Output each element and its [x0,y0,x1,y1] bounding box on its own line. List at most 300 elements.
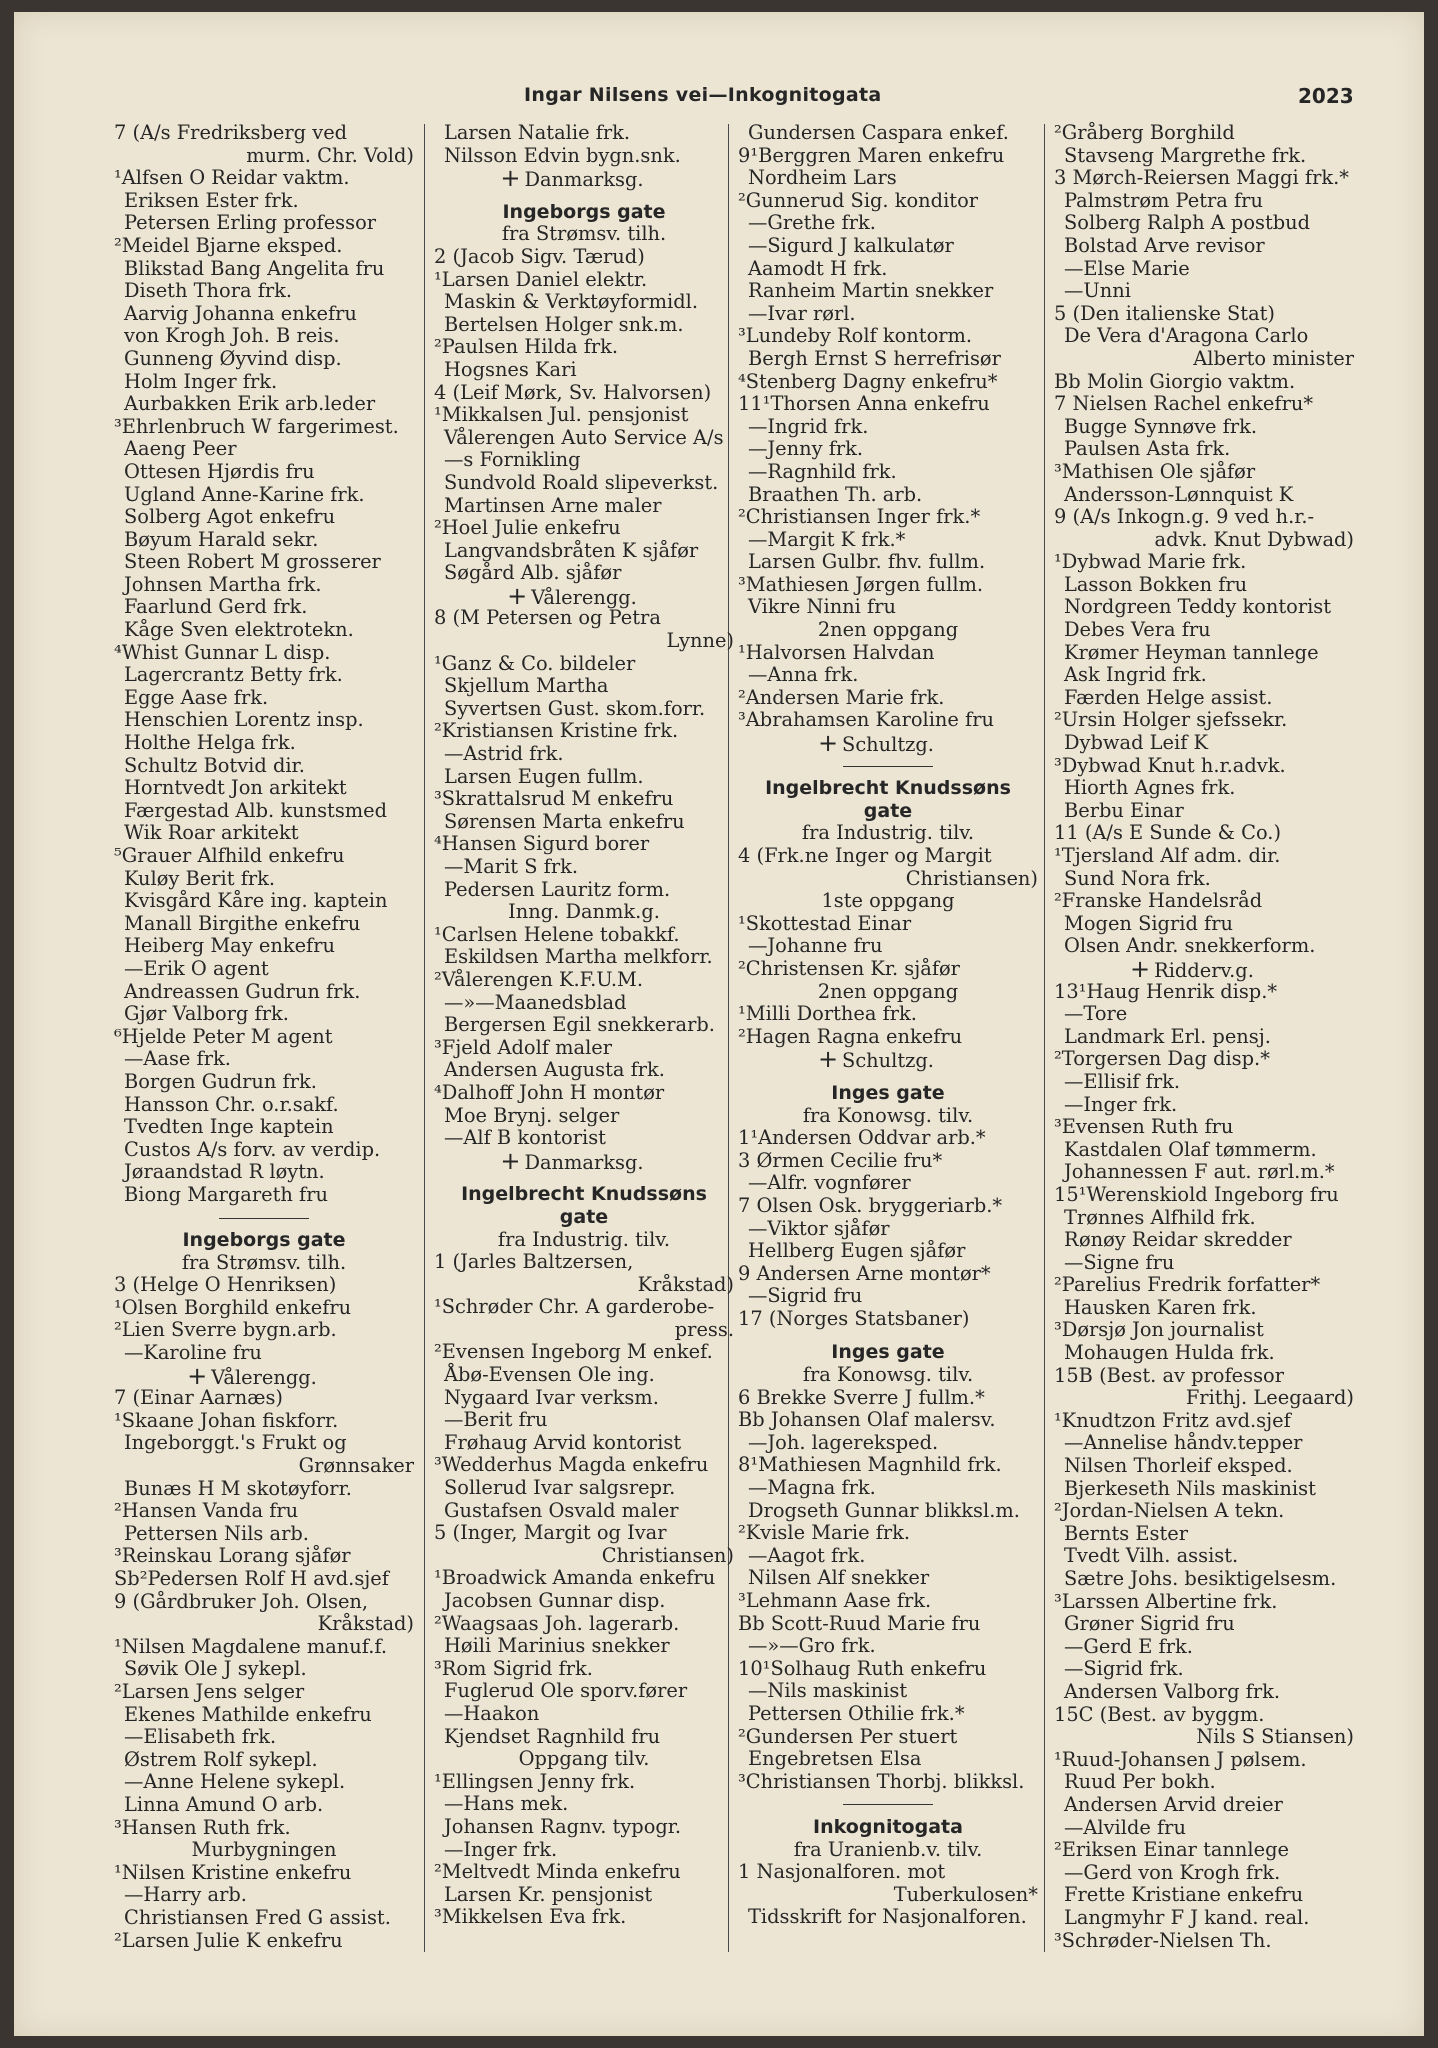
directory-entry [434,1658,734,1681]
directory-entry [434,743,734,766]
directory-entry [738,1613,1038,1636]
entry-text: —Margit K frk.* [748,527,906,551]
directory-entry [738,1906,1038,1929]
directory-entry [114,190,414,213]
entry-text: Henschien Lorentz insp. [124,708,364,732]
directory-entry [1054,1658,1354,1681]
entry-text: Larsen Eugen fullm. [444,764,644,788]
directory-entry [114,348,414,371]
directory-entry [1054,1839,1354,1862]
directory-entry [738,1026,1038,1049]
entry-text: Diseth Thora frk. [124,279,293,303]
entry-text: Bugge Synnøve frk. [1064,414,1258,438]
directory-entry [434,223,734,246]
entry-text: —Sigurd J kalkulatør [748,233,954,257]
entry-text: Andersen Augusta frk. [444,1058,665,1082]
directory-entry [1054,1884,1354,1907]
directory-entry [738,145,1038,168]
entry-text: ²Hansen Vanda fru [114,1499,299,1523]
directory-entry [434,145,734,168]
directory-entry [114,1817,414,1840]
directory-entry [114,845,414,868]
entry-text: ¹Olsen Borghild enkefru [114,1295,352,1319]
entry-text: Holthe Helga frk. [124,731,296,755]
directory-entry [738,1726,1038,1749]
directory-entry [738,167,1038,190]
entry-text: Færden Helge assist. [1064,685,1273,709]
entry-text: —Magna frk. [748,1476,876,1500]
entry-text: Frøhaug Arvid kontorist [444,1430,682,1454]
entry-text: —Anne Helene sykepl. [124,1770,346,1794]
entry-text: Custos A/s forv. av verdip. [124,1137,381,1161]
entry-text: 5 (Den italienske Stat) [1054,301,1275,325]
entry-text: —Harry arb. [124,1883,247,1907]
directory-entry [738,1703,1038,1726]
directory-entry [1054,1048,1354,1071]
entry-text: Ingelbrecht Knudssøns [461,1183,707,1206]
section-separator [738,1793,1038,1816]
directory-entry [434,1105,734,1128]
entry-text: —s Fornikling [444,448,581,472]
entry-text: Kråkstad) [317,1612,414,1636]
entry-text: murm. Chr. Vold) [246,143,414,167]
entry-text: ²Paulsen Hilda frk. [434,335,619,359]
entry-text: 9 (Gårdbruker Joh. Olsen, [114,1589,369,1613]
directory-entry [114,619,414,642]
entry-text: 9 (A/s Inkogn.g. 9 ved h.r.- [1054,505,1315,529]
directory-entry [434,314,734,337]
directory-entry [114,1613,414,1636]
directory-entry [114,1907,414,1930]
entry-text: ²Gråberg Borghild [1054,121,1235,144]
entry-text: ⁵Grauer Alfhild enkefru [114,844,345,867]
entry-text: ¹Milli Dorthea frk. [738,1002,917,1026]
entry-text: Ruud Per bokh. [1064,1770,1216,1794]
entry-text: —Ragnhild frk. [748,459,897,483]
entry-text: Holm Inger frk. [124,369,278,393]
entry-text: 17 (Norges Statsbaner) [738,1306,970,1330]
directory-entry [738,190,1038,213]
directory-entry [1054,461,1354,484]
directory-entry [434,788,734,811]
directory-entry [114,1071,414,1094]
entry-text: —Haakon [444,1701,540,1725]
entry-text: Lagercrantz Betty frk. [124,663,343,687]
entry-text: Larsen Natalie frk. [444,121,631,144]
entry-text: Nordgreen Teddy kontorist [1064,595,1332,619]
directory-entry [114,800,414,823]
entry-text: 15C (Best. av byggm. [1054,1702,1265,1726]
entry-text: ⁴Dalhoff John H montør [434,1080,665,1104]
entry-text: ²Evensen Ingeborg M enkef. [434,1340,713,1364]
entry-text: 8 (M Petersen og Petra [434,606,661,630]
directory-entry [1054,1907,1354,1930]
directory-entry [114,1726,414,1749]
directory-entry [114,664,414,687]
directory-entry [114,1658,414,1681]
directory-entry [1054,529,1354,552]
entry-text: Frette Kristiane enkefru [1064,1883,1304,1907]
directory-entry [738,868,1038,891]
entry-text: Johannessen F aut. rørl.m.* [1064,1160,1335,1184]
entry-text: Bb Johansen Olaf malersv. [738,1408,996,1432]
entry-text: 7 Olsen Osk. bryggeriarb.* [738,1193,1003,1217]
entry-text: ³Lehmann Aase frk. [738,1589,932,1612]
directory-entry [114,1749,414,1772]
directory-entry [738,416,1038,439]
directory-entry [1054,1116,1354,1139]
entry-text: —Unni [1064,279,1131,303]
directory-page [14,12,1424,2036]
entry-text: —Karoline fru [124,1341,262,1365]
entry-text: Sb²Pedersen Rolf H avd.sjef [114,1567,389,1590]
directory-entry [738,529,1038,552]
entry-text: Danmarksg. [524,168,644,192]
entry-text: ²Gundersen Per stuert [738,1724,958,1748]
entry-text: —Ivar rørl. [748,301,856,325]
entry-text: 1 (Jarles Baltzersen, [434,1250,634,1274]
directory-entry [114,868,414,891]
entry-text: Færgestad Alb. kunstsmed [124,798,388,822]
directory-entry [114,958,414,981]
entry-text: 7 (Einar Aarnæs) [114,1386,283,1410]
directory-entry [114,642,414,665]
entry-text: Olsen Andr. snekkerform. [1064,934,1316,958]
directory-entry [738,258,1038,281]
directory-entry [434,1387,734,1410]
entry-text: ³Ehrlenbruch W fargerimest. [114,414,399,438]
entry-text: Linna Amund O arb. [124,1792,324,1816]
directory-entry [434,766,734,789]
directory-entry [114,1523,414,1546]
directory-entry [1054,868,1354,891]
directory-entry [114,1681,414,1704]
directory-entry [114,280,414,303]
directory-entry [738,890,1038,913]
entry-text: Christiansen Fred G assist. [124,1905,391,1929]
directory-entry [1054,687,1354,710]
entry-text: Hansson Chr. o.r.sakf. [124,1092,339,1116]
entry-text: Ugland Anne-Karine frk. [124,482,365,506]
entry-text: Bb Molin Giorgio vaktm. [1054,369,1296,393]
directory-entry [1054,551,1354,574]
directory-entry [1054,1207,1354,1230]
entry-text: Palmstrøm Petra fru [1064,188,1263,212]
entry-text: ³Dybwad Knut h.r.advk. [1054,753,1286,777]
directory-entry [114,913,414,936]
entry-text: ²Hoel Julie enkefru [434,516,621,540]
entry-text: —Tore [1064,1002,1128,1026]
directory-entry [1054,212,1354,235]
entry-text: Ranheim Martin snekker [748,279,994,303]
entry-text: —Johanne fru [748,934,883,958]
entry-text: Inges gate [831,1341,945,1364]
entry-text: fra Industrig. tilv. [497,1227,671,1251]
directory-entry [738,709,1038,732]
directory-entry [1054,664,1354,687]
entry-text: 2nen oppgang [817,979,959,1003]
directory-entry [1054,167,1354,190]
entry-text: ²Hagen Ragna enkefru [738,1024,963,1048]
entry-text: Petersen Erling professor [124,211,377,235]
entry-text: ³Christiansen Thorbj. blikksl. [738,1769,1025,1793]
directory-entry [738,1218,1038,1241]
directory-entry [1054,1026,1354,1049]
directory-entry [1054,258,1354,281]
street-heading [434,201,734,224]
entry-text: De Vera d'Aragona Carlo [1064,324,1309,348]
directory-entry [434,901,734,924]
directory-entry [114,1252,414,1275]
directory-entry [114,438,414,461]
directory-entry [114,212,414,235]
directory-entry [434,1477,734,1500]
entry-text: Oppgang tilv. [518,1747,650,1771]
entry-text: ¹Carlsen Helene tobakkf. [434,922,680,946]
entry-text: Lasson Bokken fru [1064,572,1248,596]
entry-text: ³Hansen Ruth frk. [114,1815,291,1839]
entry-text: —Anna frk. [748,663,859,687]
directory-entry [738,1454,1038,1477]
directory-entry [114,122,414,145]
entry-text: ¹Nilsen Magdalene manuf.f. [114,1634,388,1658]
directory-entry [1054,1252,1354,1275]
section-spacer [434,190,734,201]
entry-text: Schultzg. [842,1049,934,1073]
entry-text: ²Franske Handelsråd [1054,889,1263,913]
entry-text: Ingelbrecht Knudssøns [765,777,1011,800]
directory-entry [434,946,734,969]
page-header [14,84,1424,114]
entry-text: 3 (Helge O Henriksen) [114,1273,337,1297]
directory-entry [738,303,1038,326]
directory-entry [114,1026,414,1049]
entry-text: —»—Gro frk. [748,1634,876,1658]
entry-text: Sørensen Marta enkefru [444,809,685,833]
directory-entry [434,1839,734,1862]
entry-text: Sollerud Ivar salgsrepr. [444,1476,676,1500]
entry-text: Hellberg Eugen sjåfør [748,1239,966,1263]
entry-text: Vikre Ninni fru [748,595,896,619]
entry-text: gate [559,1205,609,1228]
directory-entry [1054,438,1354,461]
entry-text: Langmyhr F J kand. real. [1064,1905,1310,1929]
directory-entry [434,1229,734,1252]
directory-entry [738,1635,1038,1658]
entry-text: Engebretsen Elsa [748,1747,922,1771]
entry-text: Pettersen Nils arb. [124,1521,309,1545]
entry-text: 9 Andersen Arne montør* [738,1261,991,1285]
cross-street-icon: + [500,164,521,193]
entry-text: Inges gate [831,1081,945,1104]
street-heading [434,1183,734,1206]
directory-column-4 [1054,122,1354,1952]
directory-entry [434,1748,734,1771]
entry-text: Kvisgård Kåre ing. kaptein [124,889,388,913]
directory-entry [434,1793,734,1816]
entry-text: Åbø-Evensen Ole ing. [444,1363,655,1387]
directory-entry [738,1680,1038,1703]
directory-entry [434,1680,734,1703]
directory-entry [1054,1003,1354,1026]
directory-entry [434,1364,734,1387]
directory-entry [434,1059,734,1082]
entry-text: Ingeborggt.'s Frukt og [124,1431,347,1455]
entry-text: Andersen Arvid dreier [1064,1792,1283,1816]
entry-text: 15¹Werenskiold Ingeborg fru [1054,1182,1339,1206]
entry-text: Bernts Ester [1064,1521,1189,1545]
directory-entry [434,1522,734,1545]
entry-text: Vålerengg. [531,585,637,609]
entry-text: advk. Knut Dybwad) [1154,527,1354,551]
entry-text: Mogen Sigrid fru [1064,911,1233,935]
directory-entry [114,1636,414,1659]
entry-text: ³Schrøder-Nielsen Th. [1054,1928,1272,1952]
entry-text: ³Mikkelsen Eva frk. [434,1905,627,1929]
entry-text: —Erik O agent [124,956,269,980]
cross-street-icon: + [1130,954,1151,983]
directory-entry [738,981,1038,1004]
section-separator [114,1207,414,1230]
entry-text: —Signe fru [1064,1250,1175,1274]
directory-entry [1054,1365,1354,1388]
entry-text: —Sigrid frk. [1064,1657,1184,1681]
entry-text: ²Jordan-Nielsen A tekn. [1054,1499,1285,1523]
directory-entry [1054,303,1354,326]
directory-entry [114,1771,414,1794]
entry-text: Hausken Karen frk. [1064,1295,1257,1319]
entry-text: fra Konowsg. tilv. [802,1103,974,1127]
directory-entry [738,1522,1038,1545]
directory-entry [114,1884,414,1907]
entry-text: —Jenny frk. [748,437,864,461]
entry-text: ¹Dybwad Marie frk. [1054,550,1247,574]
directory-entry [1054,1410,1354,1433]
directory-entry [114,1297,414,1320]
entry-text: Christiansen) [905,866,1038,890]
entry-text: Pettersen Othilie frk.* [748,1701,965,1725]
entry-text: ²Waagsaas Joh. lagerarb. [434,1611,680,1635]
directory-entry [434,1771,734,1794]
directory-entry [738,1263,1038,1286]
directory-entry [738,1567,1038,1590]
entry-text: 1¹Andersen Oddvar arb.* [738,1126,986,1150]
entry-text: gate [863,799,913,822]
entry-text: Bøyum Harald sekr. [124,527,319,551]
entry-text: Inkognitogata [813,1815,963,1838]
entry-text: —Elisabeth frk. [124,1725,277,1749]
entry-text: ¹Larsen Daniel elektr. [434,267,648,291]
directory-entry [1054,122,1354,145]
directory-entry [434,1703,734,1726]
entry-text: Manall Birgithe enkefru [124,911,361,935]
entry-text: Høili Marinius snekker [444,1634,670,1658]
entry-text: ²Vålerengen K.F.U.M. [434,967,643,991]
entry-text: Pedersen Lauritz form. [444,877,671,901]
entry-text: 1ste oppgang [821,889,955,913]
directory-entry [738,1172,1038,1195]
directory-entry [738,1861,1038,1884]
street-heading [738,777,1038,800]
directory-entry [114,732,414,755]
entry-text: Ingeborgs gate [182,1229,346,1252]
entry-text: ²Kvisle Marie frk. [738,1521,911,1545]
directory-entry [114,1342,414,1365]
directory-entry [738,1884,1038,1907]
entry-text: fra Uranienb.v. tilv. [793,1837,983,1861]
entry-text: Schultzg. [842,733,934,757]
directory-entry [738,845,1038,868]
directory-entry [114,1161,414,1184]
directory-entry [1054,325,1354,348]
directory-entry [434,562,734,585]
directory-entry [114,371,414,394]
directory-entry [1054,416,1354,439]
entry-text: 1 Nasjonalforen. mot [738,1860,946,1884]
entry-text: press. [674,1317,734,1341]
directory-entry [1054,145,1354,168]
directory-entry [434,1816,734,1839]
directory-entry [738,438,1038,461]
directory-entry [434,992,734,1015]
entry-text: —Hans mek. [444,1792,569,1816]
directory-entry [434,630,734,653]
directory-entry [738,1748,1038,1771]
directory-entry [1054,1862,1354,1885]
directory-entry [434,1590,734,1613]
directory-entry [434,856,734,879]
entry-text: 4 (Leif Mørk, Sv. Halvorsen) [434,380,712,404]
entry-text: ³Evensen Ruth fru [1054,1115,1234,1139]
directory-entry [738,596,1038,619]
entry-text: Egge Aase frk. [124,685,269,709]
directory-entry [434,122,734,145]
directory-entry [114,777,414,800]
directory-entry [434,1296,734,1319]
directory-entry [738,1105,1038,1128]
directory-entry [434,291,734,314]
entry-text: ³Rom Sigrid frk. [434,1656,593,1680]
entry-text: Andersson-Lønnquist K [1064,482,1294,506]
directory-entry [1054,1184,1354,1207]
directory-entry [1054,1319,1354,1342]
entry-text: Søgård Alb. sjåfør [444,561,622,585]
directory-entry [434,581,734,610]
directory-entry [114,1139,414,1162]
entry-text: Sætre Johs. besiktigelsesm. [1064,1567,1337,1590]
entry-text: Bergh Ernst S herrefrisør [748,346,1001,370]
directory-entry [738,1839,1038,1862]
directory-entry [738,122,1038,145]
directory-entry [738,1308,1038,1331]
entry-text: Ridderv.g. [1154,958,1254,982]
directory-entry [1054,642,1354,665]
cross-street-icon: + [817,729,839,758]
directory-entry [114,1432,414,1455]
entry-text: 8¹Mathiesen Magnhild frk. [738,1453,1002,1477]
entry-text: 15B (Best. av professor [1054,1363,1284,1387]
directory-entry [114,935,414,958]
directory-entry [434,1726,734,1749]
entry-text: Larsen Gulbr. fhv. fullm. [748,550,986,574]
entry-text: Kåge Sven elektrotekn. [124,618,354,642]
directory-entry [738,235,1038,258]
directory-entry [114,1478,414,1501]
entry-text: ¹Tjersland Alf adm. dir. [1054,844,1281,867]
directory-entry [114,1568,414,1591]
directory-entry [434,1635,734,1658]
entry-text: Debes Vera fru [1064,618,1211,642]
